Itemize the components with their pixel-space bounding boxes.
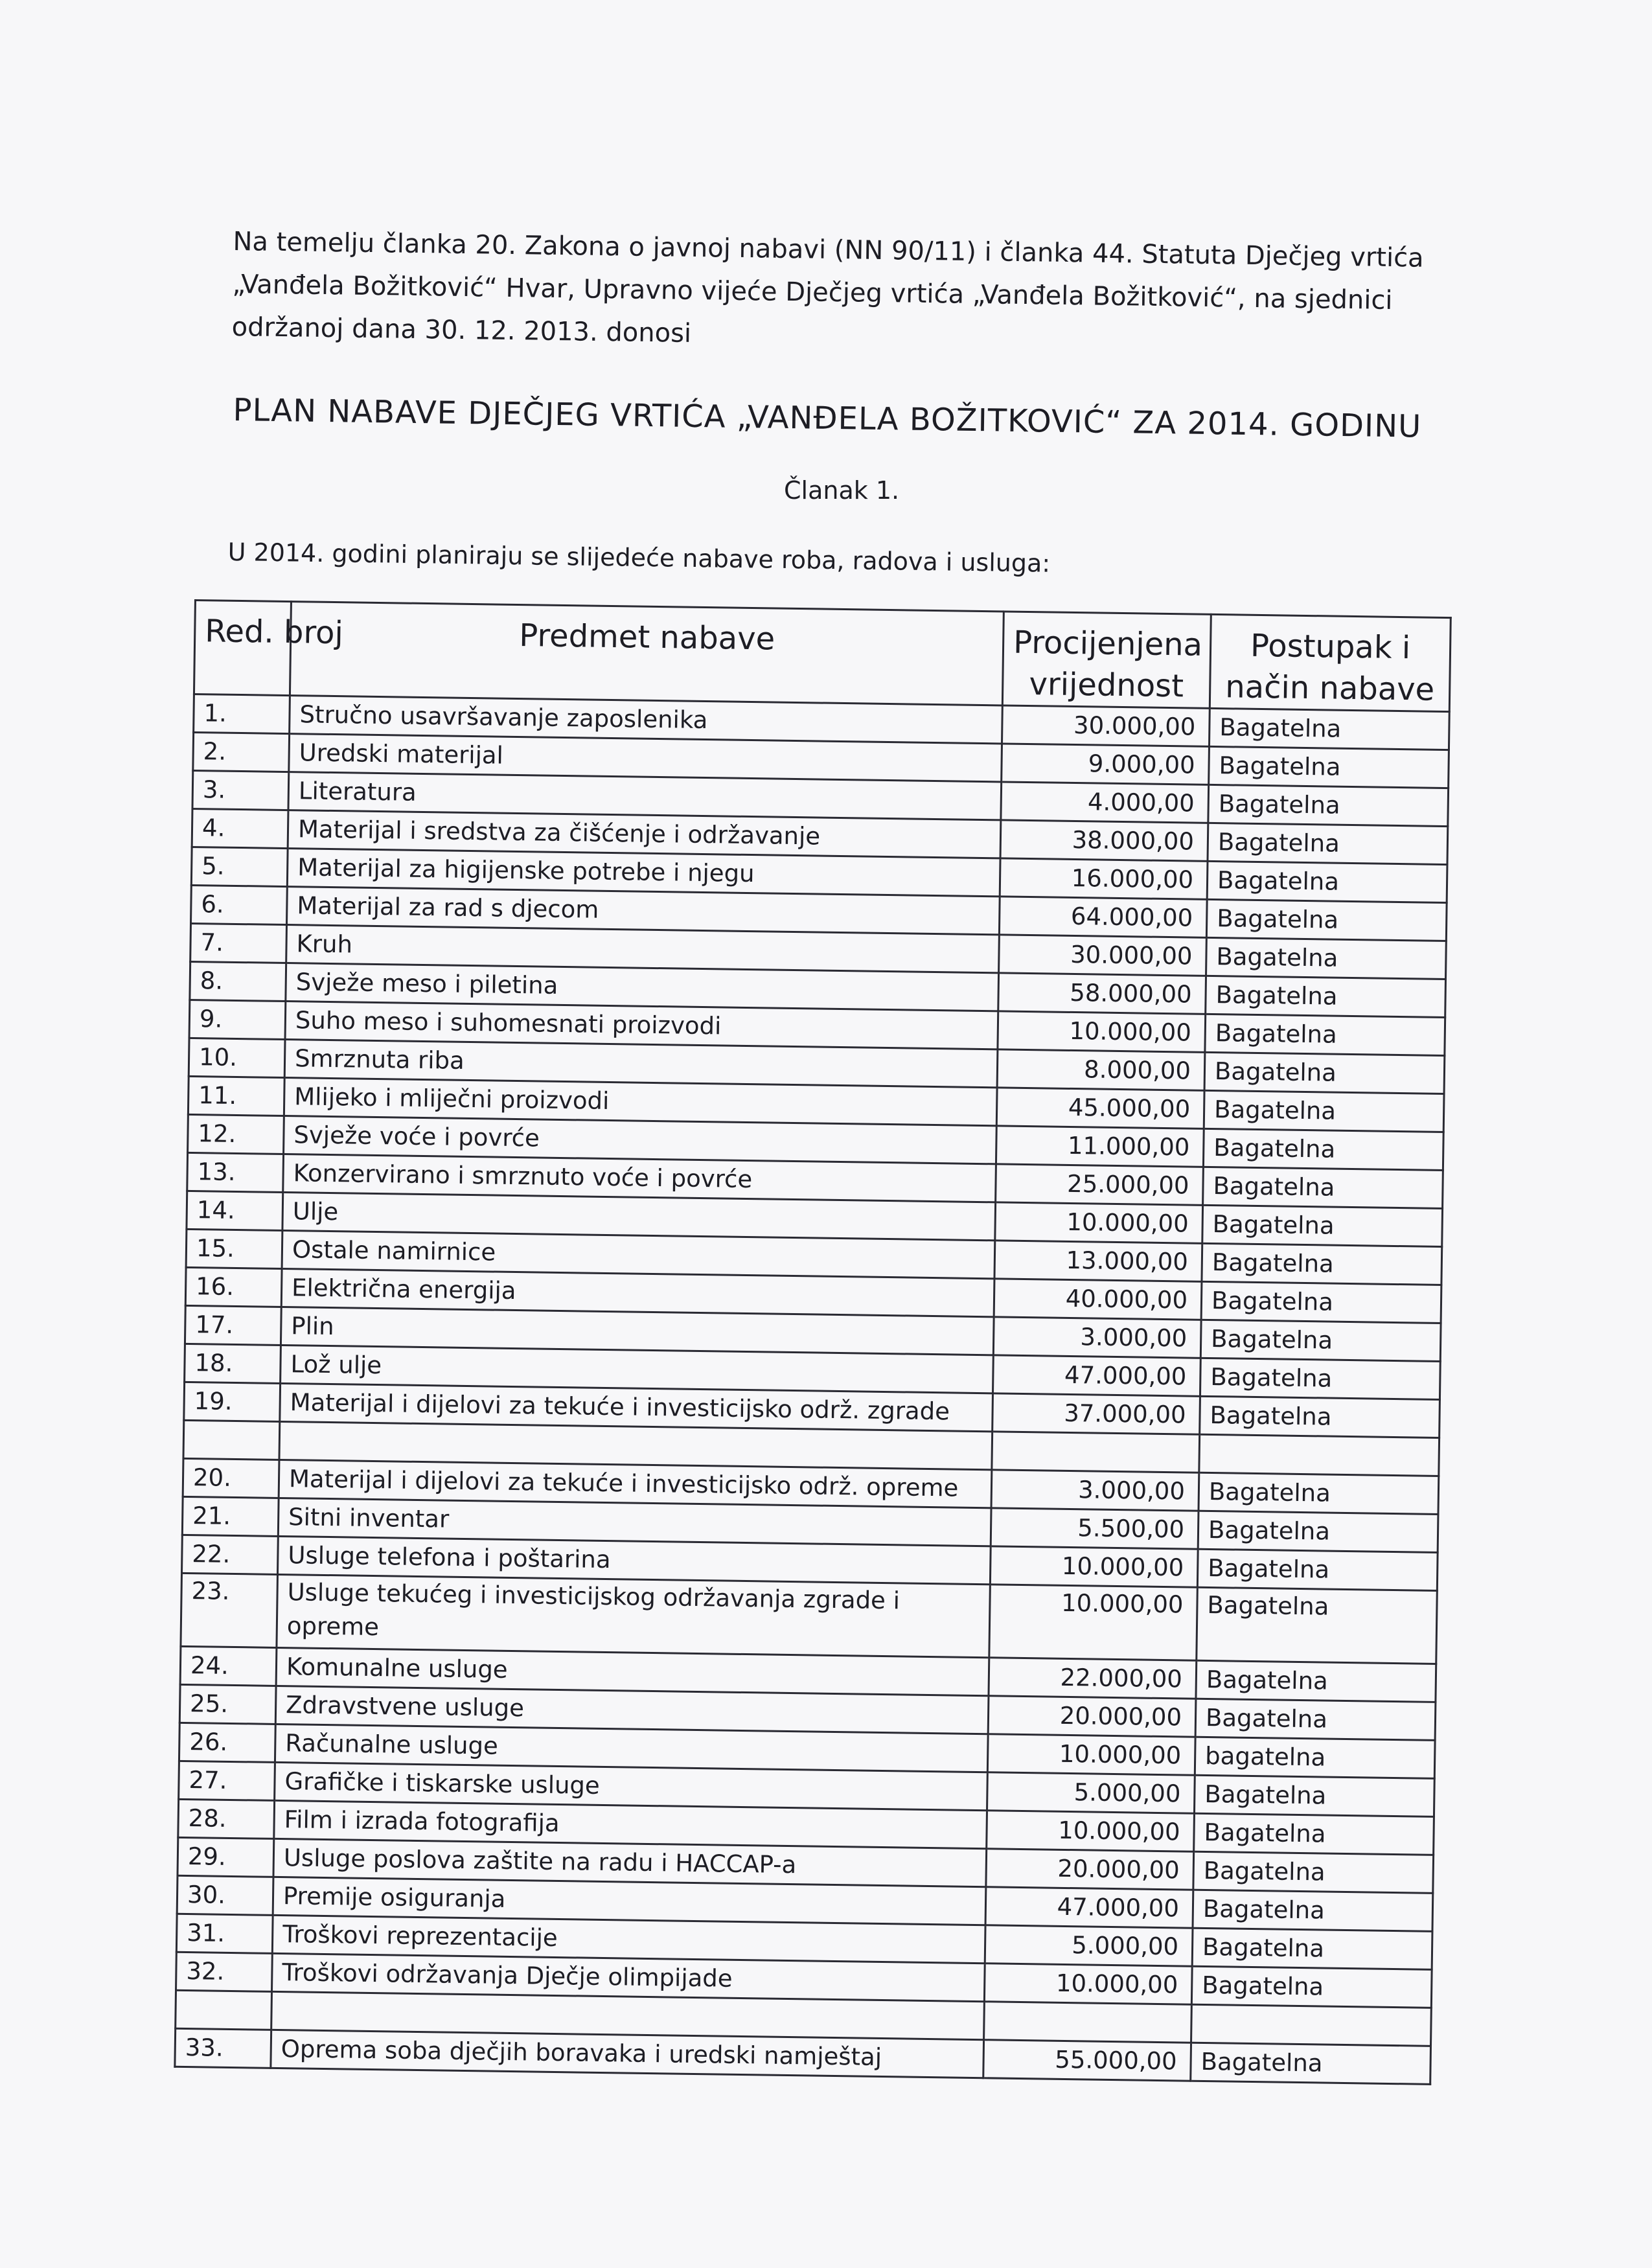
row-number: 28. bbox=[178, 1799, 275, 1838]
row-item: Usluge tekućeg i investicijskog održavanja zgrade i opreme bbox=[277, 1574, 990, 1657]
row-value: 10.000,00 bbox=[987, 1811, 1195, 1851]
row-number: 8. bbox=[190, 961, 286, 1001]
intro-line-3: održanoj dana 30. 12. 2013. donosi bbox=[231, 312, 692, 349]
row-item: Premije osiguranja bbox=[273, 1877, 986, 1925]
row-item: Film i izrada fotografija bbox=[274, 1800, 987, 1848]
row-number: 16. bbox=[185, 1267, 282, 1307]
table-header-row bbox=[194, 601, 1451, 712]
row-procedure: Bagatelna bbox=[1200, 1396, 1440, 1438]
row-procedure: Bagatelna bbox=[1193, 1890, 1433, 1931]
intro-line-1: Na temelju članka 20. Zakona o javnoj nabavi (NN 90/11) i članka 44. Statuta Dječjeg vrtića bbox=[233, 226, 1424, 273]
row-value: 47.000,00 bbox=[985, 1887, 1193, 1928]
row-item: Ostale namirnice bbox=[282, 1230, 995, 1278]
row-procedure: Bagatelna bbox=[1208, 785, 1449, 826]
row-value: 30.000,00 bbox=[1002, 705, 1210, 746]
empty-cell bbox=[1191, 2004, 1432, 2046]
intro-line-2: „Vanđela Božitković“ Hvar, Upravno vijeće Dječjeg vrtića „Vanđela Božitković“, na sjednici bbox=[232, 269, 1393, 315]
row-number: 14. bbox=[187, 1191, 283, 1230]
row-value: 5.500,00 bbox=[991, 1508, 1199, 1549]
row-value: 4.000,00 bbox=[1001, 782, 1209, 823]
row-number: 4. bbox=[192, 808, 288, 848]
row-number: 23. bbox=[181, 1573, 278, 1647]
row-procedure: Bagatelna bbox=[1206, 899, 1447, 941]
row-number: 26. bbox=[179, 1723, 275, 1762]
row-item: Materijal i dijelovi za tekuće i investicijsko održ. opreme bbox=[279, 1460, 992, 1507]
row-procedure: Bagatelna bbox=[1204, 1090, 1444, 1132]
row-value: 10.000,00 bbox=[995, 1202, 1203, 1243]
row-value: 40.000,00 bbox=[994, 1279, 1202, 1320]
procurement-table bbox=[174, 599, 1451, 2085]
row-number: 25. bbox=[179, 1684, 276, 1724]
row-item: Svježe voće i povrće bbox=[284, 1116, 997, 1164]
row-item: Konzervirano i smrznuto voće i povrće bbox=[283, 1154, 996, 1202]
row-procedure: Bagatelna bbox=[1206, 937, 1447, 979]
row-procedure: Bagatelna bbox=[1203, 1128, 1443, 1170]
row-number: 19. bbox=[184, 1382, 281, 1421]
row-number: 21. bbox=[182, 1496, 279, 1536]
row-procedure: Bagatelna bbox=[1197, 1549, 1438, 1590]
row-number: 6. bbox=[191, 885, 288, 924]
row-item: Grafičke i tiskarske usluge bbox=[275, 1762, 988, 1810]
row-number: 29. bbox=[178, 1837, 274, 1877]
row-value: 16.000,00 bbox=[1000, 858, 1208, 899]
row-procedure: Bagatelna bbox=[1194, 1813, 1434, 1855]
row-procedure: bagatelna bbox=[1195, 1737, 1435, 1778]
empty-cell bbox=[992, 1432, 1200, 1472]
row-procedure: Bagatelna bbox=[1197, 1587, 1438, 1664]
row-number: 11. bbox=[188, 1076, 284, 1116]
row-procedure: Bagatelna bbox=[1191, 2043, 1431, 2084]
row-number: 5. bbox=[191, 847, 288, 886]
row-item: Troškovi reprezentacije bbox=[272, 1915, 985, 1963]
row-item: Stručno usavršavanje zaposlenika bbox=[290, 696, 1003, 744]
row-number: 20. bbox=[183, 1458, 279, 1498]
row-value: 10.000,00 bbox=[984, 1964, 1192, 2004]
row-value: 5.000,00 bbox=[985, 1925, 1193, 1966]
row-value: 38.000,00 bbox=[1000, 820, 1208, 861]
row-item: Računalne usluge bbox=[275, 1724, 988, 1772]
row-value: 3.000,00 bbox=[991, 1470, 1199, 1511]
row-procedure: Bagatelna bbox=[1194, 1775, 1434, 1816]
row-procedure: Bagatelna bbox=[1209, 746, 1449, 788]
row-value: 8.000,00 bbox=[997, 1049, 1205, 1090]
row-item: Oprema soba dječjih boravaka i uredski namještaj bbox=[271, 2030, 984, 2078]
header-procedure: Postupak i način nabave bbox=[1210, 614, 1451, 711]
row-item: Troškovi održavanja Dječje olimpijade bbox=[272, 1953, 985, 2001]
row-item: Smrznuta riba bbox=[284, 1040, 998, 1088]
row-procedure: Bagatelna bbox=[1209, 708, 1449, 750]
row-item: Plin bbox=[281, 1307, 994, 1355]
row-value: 20.000,00 bbox=[986, 1849, 1194, 1890]
row-number: 1. bbox=[194, 694, 290, 734]
row-value: 58.000,00 bbox=[998, 973, 1206, 1014]
row-number: 18. bbox=[185, 1344, 281, 1383]
header-number: Red. broj bbox=[194, 601, 291, 696]
row-procedure: Bagatelna bbox=[1200, 1358, 1440, 1399]
row-item: Materijal za rad s djecom bbox=[286, 887, 1000, 935]
row-value: 10.000,00 bbox=[987, 1734, 1195, 1775]
row-number: 12. bbox=[188, 1114, 284, 1154]
row-procedure: Bagatelna bbox=[1195, 1699, 1436, 1740]
row-item: Zdravstvene usluge bbox=[275, 1686, 989, 1734]
row-number: 17. bbox=[185, 1305, 281, 1345]
row-procedure: Bagatelna bbox=[1206, 976, 1446, 1017]
row-item: Ulje bbox=[282, 1192, 996, 1240]
row-procedure: Bagatelna bbox=[1203, 1167, 1443, 1208]
row-value: 22.000,00 bbox=[989, 1658, 1197, 1699]
row-procedure: Bagatelna bbox=[1192, 1928, 1432, 1969]
header-value: Procijenjena vrijednost bbox=[1002, 612, 1211, 708]
row-procedure: Bagatelna bbox=[1201, 1281, 1441, 1323]
row-number: 22. bbox=[182, 1535, 279, 1574]
row-value: 20.000,00 bbox=[988, 1696, 1196, 1737]
row-value: 13.000,00 bbox=[994, 1241, 1202, 1281]
row-number: 10. bbox=[189, 1038, 285, 1077]
row-number: 15. bbox=[186, 1229, 282, 1268]
row-procedure: Bagatelna bbox=[1200, 1320, 1441, 1361]
row-value: 45.000,00 bbox=[996, 1088, 1204, 1128]
row-number: 24. bbox=[180, 1646, 277, 1686]
row-value: 9.000,00 bbox=[1002, 744, 1210, 785]
row-value: 11.000,00 bbox=[996, 1126, 1204, 1167]
row-number: 9. bbox=[189, 1000, 286, 1039]
row-item: Usluge poslova zaštite na radu i HACCAP-a bbox=[273, 1838, 987, 1886]
lead-sentence: U 2014. godini planiraju se slijedeće nabave roba, radova i usluga: bbox=[227, 538, 1051, 578]
row-value: 3.000,00 bbox=[993, 1317, 1201, 1358]
row-number: 33. bbox=[175, 2028, 271, 2068]
row-item: Materijal za higijenske potrebe i njegu bbox=[287, 849, 1000, 897]
row-procedure: Bagatelna bbox=[1202, 1205, 1443, 1246]
row-procedure: Bagatelna bbox=[1207, 861, 1447, 902]
row-procedure: Bagatelna bbox=[1202, 1243, 1442, 1285]
row-item: Električna energija bbox=[281, 1268, 994, 1316]
row-value: 30.000,00 bbox=[999, 935, 1207, 976]
row-number: 13. bbox=[187, 1152, 284, 1192]
row-value: 47.000,00 bbox=[993, 1355, 1201, 1396]
row-item: Materijal i dijelovi za tekuće i investicijsko održ. zgrade bbox=[280, 1383, 993, 1431]
empty-cell bbox=[183, 1420, 280, 1460]
row-procedure: Bagatelna bbox=[1198, 1511, 1438, 1552]
procurement-table-wrapper bbox=[174, 599, 1451, 2085]
empty-cell bbox=[176, 1990, 272, 2030]
row-value: 37.000,00 bbox=[992, 1393, 1200, 1434]
row-value: 25.000,00 bbox=[996, 1164, 1204, 1205]
row-item: Mlijeko i mliječni proizvodi bbox=[284, 1078, 997, 1126]
row-item: Sitni inventar bbox=[278, 1498, 991, 1546]
row-procedure: Bagatelna bbox=[1204, 1052, 1445, 1094]
article-heading: Članak 1. bbox=[784, 476, 900, 505]
row-item: Usluge telefona i poštarina bbox=[277, 1536, 991, 1584]
row-procedure: Bagatelna bbox=[1196, 1660, 1436, 1702]
row-item: Svježe meso i piletina bbox=[286, 963, 999, 1011]
row-number: 27. bbox=[179, 1761, 275, 1800]
row-procedure: Bagatelna bbox=[1208, 823, 1448, 864]
empty-cell bbox=[984, 2002, 1192, 2043]
document-title: PLAN NABAVE DJEČJEG VRTIĆA „VANĐELA BOŽITKOVIĆ“ ZA 2014. GODINU bbox=[233, 392, 1422, 445]
header-item: Predmet nabave bbox=[290, 602, 1004, 705]
empty-cell bbox=[1199, 1434, 1440, 1476]
row-value: 5.000,00 bbox=[987, 1772, 1195, 1813]
row-item: Kruh bbox=[286, 925, 1000, 973]
row-number: 7. bbox=[190, 923, 287, 963]
row-procedure: Bagatelna bbox=[1193, 1851, 1434, 1893]
row-value: 55.000,00 bbox=[983, 2040, 1191, 2081]
row-item: Literatura bbox=[288, 772, 1002, 820]
row-item: Suho meso i suhomesnati proizvodi bbox=[285, 1002, 998, 1049]
row-number: 2. bbox=[193, 733, 290, 772]
row-value: 64.000,00 bbox=[999, 897, 1207, 937]
intro-paragraph bbox=[231, 220, 1464, 366]
row-number: 31. bbox=[176, 1914, 273, 1953]
row-item: Materijal i sredstva za čišćenje i održavanje bbox=[288, 810, 1001, 858]
row-procedure: Bagatelna bbox=[1199, 1472, 1439, 1514]
row-procedure: Bagatelna bbox=[1191, 1966, 1432, 2008]
row-value: 10.000,00 bbox=[990, 1546, 1198, 1587]
row-number: 3. bbox=[192, 770, 289, 810]
row-item: Uredski materijal bbox=[289, 734, 1002, 782]
table-body bbox=[175, 694, 1449, 2085]
row-value: 10.000,00 bbox=[998, 1011, 1206, 1052]
row-item: Komunalne usluge bbox=[276, 1647, 989, 1695]
row-item: Lož ulje bbox=[281, 1345, 994, 1393]
row-number: 32. bbox=[176, 1952, 273, 1991]
row-procedure: Bagatelna bbox=[1205, 1014, 1445, 1055]
row-number: 30. bbox=[177, 1875, 273, 1915]
row-value: 10.000,00 bbox=[989, 1585, 1198, 1660]
